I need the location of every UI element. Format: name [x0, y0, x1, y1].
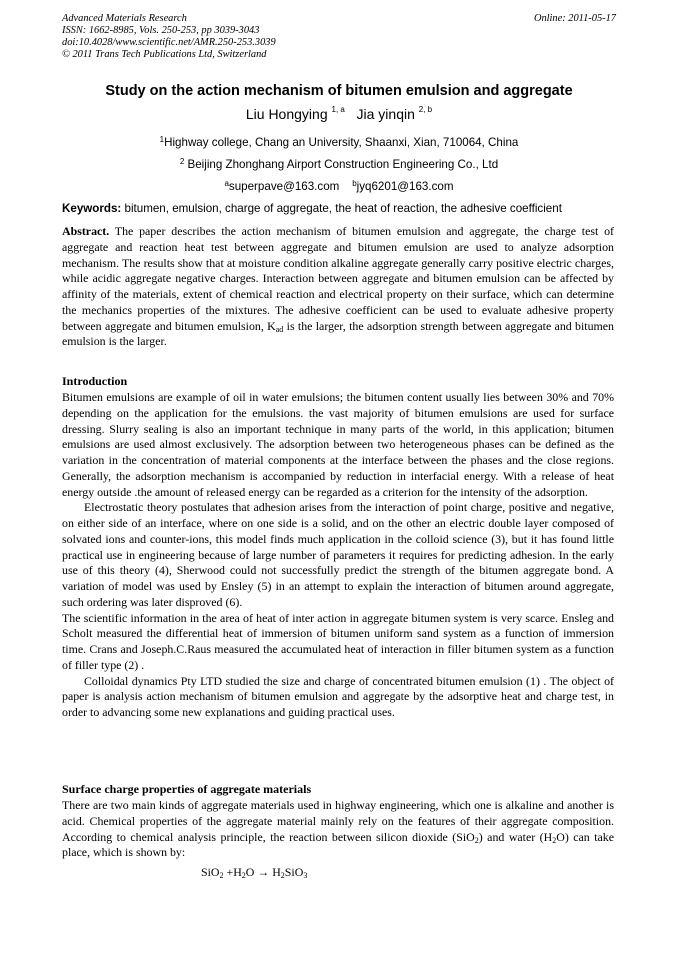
online-date: Online: 2011-05-17: [533, 13, 616, 24]
keywords-label: Keywords:: [62, 202, 122, 215]
author-line: [0, 106, 678, 122]
abstract: [62, 224, 614, 350]
affiliation-1-sup: 1: [159, 135, 165, 144]
surface-text-3: O) can take place, which is shown by:: [62, 829, 615, 860]
surface-charge-heading: Surface charge properties of aggregate materials: [62, 782, 312, 796]
author-2: Jia yinqin: [356, 106, 419, 122]
author-1-sup: 1, a: [331, 105, 345, 114]
eq-part-a: SiO: [201, 865, 220, 879]
email-1[interactable]: superpave@163.com: [228, 180, 340, 193]
abstract-label: Abstract.: [62, 224, 110, 238]
eq-part-c: O: [245, 865, 258, 879]
surface-paragraph-1: [62, 798, 614, 861]
eq-part-e: SiO: [284, 865, 304, 879]
intro-paragraph-4: Colloidal dynamics Pty LTD studied the size and charge of concentrated bitumen emulsion (1) . The object of paper is analysis action mechanism of bitumen emulsion and aggregate by the adsorptive heat and charge test, in order to advancing some new explanations and guiding practical uses.: [62, 673, 614, 719]
abstract-text-1: The paper describes the action mechanism of bitumen emulsion and aggregate, the charge test of aggregate and reaction heat test between aggregate and bitumen emulsion are used to analyze adsorption mechanism. The results show that at moisture condition alkaline aggregate generally carry positive electric charges, while acidic aggregate negative charges. Interaction between aggregate and bitumen emulsion can be affected by affinity of the materials, extent of chemical reaction and electrical property on their surface, which can determine the mechanics properties of the mixtures. The adhesive coefficient can be used to evaluate adhesive property between aggregate and bitumen emulsion, K: [62, 224, 614, 333]
surface-sub-2: 2: [552, 835, 557, 845]
journal-name: Advanced Materials Research: [62, 13, 187, 24]
abstract-k-sub: ad: [275, 324, 284, 334]
intro-paragraph-3: The scientific information in the area of heat of inter action in aggregate bitumen system is very scarce. Ensleg and Scholt measured the differential heat of immersion of bitumen uniform sand system as a function of immersion time. Crans and Joseph.C.Raus measured the accumulated heat of interaction in filler bitumen system as a function of filler type (2) .: [62, 610, 614, 672]
reaction-equation: [201, 865, 307, 880]
affiliation-1-text: Highway college, Chang an University, Shaanxi, Xian, 710064, China: [164, 136, 519, 149]
eq-sub-d: 2: [280, 871, 285, 880]
author-2-sup: 2, b: [418, 105, 433, 114]
intro-paragraph-2: Electrostatic theory postulates that adhesion arises from the interaction of point charge, positive and negative, on either side of an interface, where on one side is a solid, and on the other an electric double layer composed of solvated ions and counter-ions, this model finds much application in the colloid science (3), but it has found little practical use in engineering because of large number of parameters it requires for predicting adhesion. In the early use of this theory (4), Sherwood could not successfully predict the strength of the bitumen aggregate bond. A variation of model was used by Ensley (5) in an attempt to explain the interaction of bitumen around aggregate, such ordering was later disproved (6).: [62, 500, 614, 609]
surface-sub-1: 2: [474, 835, 479, 845]
introduction-body: [62, 390, 614, 721]
arrow-icon: →: [257, 865, 270, 879]
intro-paragraph-1: Bitumen emulsions are example of oil in water emulsions; the bitumen content usually lies between 30% and 70% depending on the application for the emulsions. the vast majority of bitumen emulsions are used for surface dressing. Slurry sealing is also an important technique in many parts of the world, in this application; bitumen emulsions are used almost exclusively. The adsorption between two heterogeneous phases can be defined as the variation in the concentration of material components at the interface between the phases and the close regions. Generally, the adsorption mechanism is accompanied by reduction in interfacial energy. With a release of heat energy outside .the amount of released energy can be regarded as a criterion for the intensity of the adsorption.: [62, 390, 614, 499]
affiliation-1: [0, 136, 678, 149]
email-2-sup: b: [352, 179, 357, 188]
affiliation-2-sup: 2: [179, 157, 185, 166]
affiliation-2: [0, 158, 678, 171]
author-1: Liu Hongying: [245, 106, 332, 122]
eq-sub-a: 2: [219, 871, 224, 880]
abstract-text-2: is the larger, the adsorption strength between aggregate and bitumen emulsion is the larger.: [62, 318, 615, 349]
eq-part-d: H: [269, 865, 281, 879]
surface-text-2: ) and water (H: [478, 829, 553, 844]
surface-charge-body: [62, 798, 614, 861]
email-2[interactable]: jyq6201@163.com: [356, 180, 454, 193]
keywords-text: bitumen, emulsion, charge of aggregate, the heat of reaction, the adhesive coefficient: [121, 202, 562, 215]
eq-sub-b: 2: [241, 871, 246, 880]
email-1-sup: a: [224, 179, 229, 188]
paper-title: Study on the action mechanism of bitumen emulsion and aggregate: [105, 83, 573, 99]
copyright-line: © 2011 Trans Tech Publications Ltd, Switzerland: [62, 49, 267, 60]
issn-line: ISSN: 1662-8985, Vols. 250-253, pp 3039-3043: [62, 25, 260, 36]
affiliation-2-text: Beijing Zhonghang Airport Construction Engineering Co., Ltd: [184, 158, 499, 171]
surface-text-1: There are two main kinds of aggregate materials used in highway engineering, which one is alkaline and another is acid. Chemical properties of the aggregate material mainly rely on the features of their aggregate composition. According to chemical analysis principle, the reaction between silicon dioxide (SiO: [62, 798, 614, 844]
doi-line: doi:10.4028/www.scientific.net/AMR.250-253.3039: [62, 37, 276, 48]
eq-part-b: +H: [223, 865, 242, 879]
journal-header: [62, 13, 276, 61]
email-line: [0, 180, 678, 193]
keywords: [62, 202, 622, 215]
introduction-heading: Introduction: [62, 374, 128, 388]
eq-sub-e: 3: [303, 871, 308, 880]
